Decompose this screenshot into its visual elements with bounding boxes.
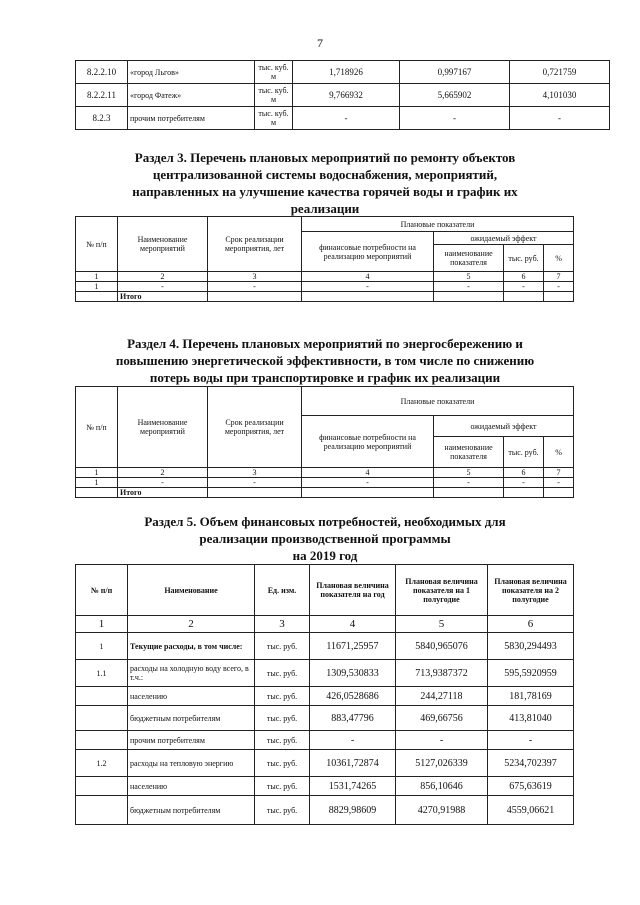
column-number: 4: [302, 272, 434, 282]
row-unit: тыс. руб.: [255, 633, 310, 660]
row-number: [76, 731, 128, 750]
row-year-value: 11671,25957: [310, 633, 396, 660]
total-cell: [208, 488, 302, 498]
row-value-2: 0,997167: [400, 61, 510, 84]
column-number: 6: [488, 616, 574, 633]
total-cell: [302, 488, 434, 498]
section3-title-line: Раздел 3. Перечень плановых мероприятий по ремонту объектов: [134, 150, 516, 165]
column-number: 3: [208, 468, 302, 478]
row-number: 1.2: [76, 750, 128, 777]
table-row: [76, 706, 574, 731]
top-table: [75, 60, 610, 130]
row-h2-value: -: [488, 731, 574, 750]
total-cell: [544, 292, 574, 302]
column-number: 1: [76, 616, 128, 633]
table-cell: 1: [76, 282, 118, 292]
row-name: населению: [128, 687, 255, 706]
table-cell: -: [544, 282, 574, 292]
table-cell: -: [302, 478, 434, 488]
table-cell: -: [434, 478, 504, 488]
row-h2-value: 413,81040: [488, 706, 574, 731]
row-value-1: -: [293, 107, 400, 130]
header-indicator: наименование показателя: [434, 245, 504, 272]
header-num: № п/п: [76, 387, 118, 468]
table-cell: -: [208, 282, 302, 292]
column-number: 5: [434, 468, 504, 478]
row-value-2: -: [400, 107, 510, 130]
section4-title-line: Раздел 4. Перечень плановых мероприятий по энергосбережению и: [127, 336, 523, 351]
row-number: 8.2.2.11: [76, 84, 128, 107]
row-number: [76, 687, 128, 706]
row-name: прочим потребителям: [128, 107, 255, 130]
row-h2-value: 5830,294493: [488, 633, 574, 660]
section5-title-line: Раздел 5. Объем финансовых потребностей, необходимых для: [144, 514, 506, 529]
table-row: [76, 107, 610, 130]
column-number: 4: [310, 616, 396, 633]
row-h2-value: 5234,702397: [488, 750, 574, 777]
table-cell: -: [504, 282, 544, 292]
column-number: 2: [118, 468, 208, 478]
row-unit: тыс. руб.: [255, 687, 310, 706]
table-row: [76, 633, 574, 660]
total-cell: [208, 292, 302, 302]
table-cell: -: [118, 478, 208, 488]
header-indicator: наименование показателя: [434, 437, 504, 468]
header-planned: Плановые показатели: [302, 387, 574, 416]
header-term: Срок реализации мероприятия, лет: [208, 217, 302, 272]
row-h1-value: 469,66756: [396, 706, 488, 731]
row-number: 1: [76, 633, 128, 660]
header-pct: %: [544, 245, 574, 272]
page-number: 7: [317, 36, 323, 50]
row-h1-value: -: [396, 731, 488, 750]
table-row: [76, 61, 610, 84]
row-unit: тыс. руб.: [255, 750, 310, 777]
header-fin: финансовые потребности на реализацию мероприятий: [302, 416, 434, 468]
column-number: 7: [544, 468, 574, 478]
column-number: 2: [128, 616, 255, 633]
table-row: [76, 777, 574, 796]
column-number: 7: [544, 272, 574, 282]
table-row: [76, 84, 610, 107]
total-cell: [302, 292, 434, 302]
row-year-value: -: [310, 731, 396, 750]
total-label: Итого: [118, 292, 208, 302]
row-unit: тыс. куб. м: [255, 107, 293, 130]
header-rub: тыс. руб.: [504, 245, 544, 272]
section4-title-line: повышению энергетической эффективности, в том числе по снижению: [115, 353, 535, 368]
column-number: 2: [118, 272, 208, 282]
row-value-1: 9,766932: [293, 84, 400, 107]
section4-title: [60, 335, 590, 386]
table-cell: -: [434, 282, 504, 292]
row-number: 8.2.3: [76, 107, 128, 130]
header-effect: ожидаемый эффект: [434, 232, 574, 245]
section4-title-line: потерь воды при транспортировке и график их реализации: [149, 370, 501, 385]
table-cell: -: [504, 478, 544, 488]
header-planned: Плановые показатели: [302, 217, 574, 232]
row-value-3: -: [510, 107, 610, 130]
section3-title: [60, 149, 590, 217]
column-number: 6: [504, 272, 544, 282]
row-number: [76, 706, 128, 731]
row-value-3: 0,721759: [510, 61, 610, 84]
header-effect: ожидаемый эффект: [434, 416, 574, 437]
column-number: 5: [396, 616, 488, 633]
row-unit: тыс. руб.: [255, 796, 310, 825]
row-unit: тыс. руб.: [255, 777, 310, 796]
section4-table: [75, 386, 574, 498]
header-year: Плановая величина показателя на год: [310, 565, 396, 616]
row-h1-value: 856,10646: [396, 777, 488, 796]
section3-title-line: направленных на улучшение качества горячей воды и график их: [132, 184, 518, 199]
row-name: бюджетным потребителям: [128, 706, 255, 731]
section3-title-line: централизованной системы водоснабжения, мероприятий,: [152, 167, 498, 182]
row-name: прочим потребителям: [128, 731, 255, 750]
header-pct: %: [544, 437, 574, 468]
row-unit: тыс. куб. м: [255, 61, 293, 84]
row-number: [76, 796, 128, 825]
table-row: [76, 660, 574, 687]
total-label: Итого: [118, 488, 208, 498]
header-name: Наименование мероприятий: [118, 217, 208, 272]
column-number: 3: [208, 272, 302, 282]
row-year-value: 1531,74265: [310, 777, 396, 796]
column-number: 4: [302, 468, 434, 478]
row-year-value: 883,47796: [310, 706, 396, 731]
row-value-3: 4,101030: [510, 84, 610, 107]
row-name: населению: [128, 777, 255, 796]
row-number: 1.1: [76, 660, 128, 687]
table-row: [76, 796, 574, 825]
column-number: 1: [76, 468, 118, 478]
section5-title-line: реализации производственной программы: [199, 531, 451, 546]
section5-title: [60, 513, 590, 564]
total-cell: [544, 488, 574, 498]
table-cell: 1: [76, 478, 118, 488]
total-cell: [504, 292, 544, 302]
row-year-value: 1309,530833: [310, 660, 396, 687]
row-name: бюджетным потребителям: [128, 796, 255, 825]
row-h1-value: 5127,026339: [396, 750, 488, 777]
row-name: расходы на холодную воду всего, в т.ч.:: [128, 660, 255, 687]
header-unit: Ед. изм.: [255, 565, 310, 616]
row-unit: тыс. куб. м: [255, 84, 293, 107]
column-number: 1: [76, 272, 118, 282]
total-cell: [504, 488, 544, 498]
header-name: Наименование: [128, 565, 255, 616]
row-name: расходы на тепловую энергию: [128, 750, 255, 777]
row-h1-value: 5840,965076: [396, 633, 488, 660]
header-h2: Плановая величина показателя на 2 полугодие: [488, 565, 574, 616]
table-row: [76, 750, 574, 777]
row-unit: тыс. руб.: [255, 660, 310, 687]
row-name: «город Льгов»: [128, 61, 255, 84]
row-unit: тыс. руб.: [255, 706, 310, 731]
row-value-1: 1,718926: [293, 61, 400, 84]
table-cell: -: [302, 282, 434, 292]
column-number: 6: [504, 468, 544, 478]
column-number: 5: [434, 272, 504, 282]
header-h1: Плановая величина показателя на 1 полугодие: [396, 565, 488, 616]
row-number: 8.2.2.10: [76, 61, 128, 84]
row-year-value: 426,0528686: [310, 687, 396, 706]
header-fin: финансовые потребности на реализацию мероприятий: [302, 232, 434, 272]
row-year-value: 10361,72874: [310, 750, 396, 777]
row-h1-value: 244,27118: [396, 687, 488, 706]
table-cell: -: [544, 478, 574, 488]
row-h2-value: 595,5920959: [488, 660, 574, 687]
total-cell: [434, 292, 504, 302]
column-number: 3: [255, 616, 310, 633]
row-h2-value: 675,63619: [488, 777, 574, 796]
header-term: Срок реализации мероприятия, лет: [208, 387, 302, 468]
row-number: [76, 777, 128, 796]
row-h2-value: 181,78169: [488, 687, 574, 706]
section5-title-line: на 2019 год: [292, 548, 358, 563]
table-cell: -: [118, 282, 208, 292]
header-rub: тыс. руб.: [504, 437, 544, 468]
table-cell: -: [208, 478, 302, 488]
row-h1-value: 713,9387372: [396, 660, 488, 687]
total-cell: [76, 488, 118, 498]
table-row: [76, 687, 574, 706]
total-cell: [434, 488, 504, 498]
section3-title-line: реализации: [290, 201, 360, 216]
row-name: Текущие расходы, в том числе:: [128, 633, 255, 660]
section3-table: [75, 216, 574, 302]
row-value-2: 5,665902: [400, 84, 510, 107]
total-cell: [76, 292, 118, 302]
header-name: Наименование мероприятий: [118, 387, 208, 468]
row-name: «город Фатеж»: [128, 84, 255, 107]
row-unit: тыс. руб.: [255, 731, 310, 750]
header-num: № п/п: [76, 217, 118, 272]
section5-table: [75, 564, 574, 825]
row-h2-value: 4559,06621: [488, 796, 574, 825]
row-h1-value: 4270,91988: [396, 796, 488, 825]
row-year-value: 8829,98609: [310, 796, 396, 825]
table-row: [76, 731, 574, 750]
header-num: № п/п: [76, 565, 128, 616]
